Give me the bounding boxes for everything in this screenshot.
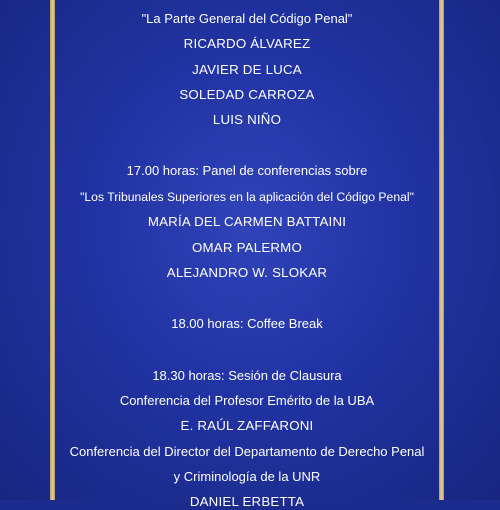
speaker-name: LUIS NIÑO xyxy=(212,112,282,127)
schedule-item-coffee-break: 18.00 horas: Coffee Break xyxy=(171,316,323,331)
speaker-name: ALEJANDRO W. SLOKAR xyxy=(166,265,328,280)
speaker-name: DANIEL ERBETTA xyxy=(189,494,305,509)
panel-title-parte-general: "La Parte General del Código Penal" xyxy=(141,11,353,26)
program-content xyxy=(56,0,438,509)
conference-title-continued: y Criminología de la UNR xyxy=(173,469,321,484)
panel-title-tribunales: "Los Tribunales Superiores en la aplicación del Código Penal" xyxy=(80,190,414,204)
speaker-name: SOLEDAD CARROZA xyxy=(179,87,315,102)
conference-title: Conferencia del Director del Departamento de Derecho Penal xyxy=(69,444,425,459)
conference-title: Conferencia del Profesor Emérito de la UBA xyxy=(119,393,375,408)
schedule-item-closing: 18.30 horas: Sesión de Clausura xyxy=(152,368,342,383)
gold-frame-left xyxy=(50,0,55,500)
gold-frame-right xyxy=(439,0,444,500)
speaker-name: OMAR PALERMO xyxy=(191,240,303,255)
speaker-name: MARÍA DEL CARMEN BATTAINI xyxy=(147,214,347,229)
schedule-item-panel: 17.00 horas: Panel de conferencias sobre xyxy=(126,163,368,178)
speaker-name: E. RAÚL ZAFFARONI xyxy=(180,418,314,433)
speaker-name: RICARDO ÁLVAREZ xyxy=(183,36,311,51)
speaker-name: JAVIER DE LUCA xyxy=(192,62,302,77)
